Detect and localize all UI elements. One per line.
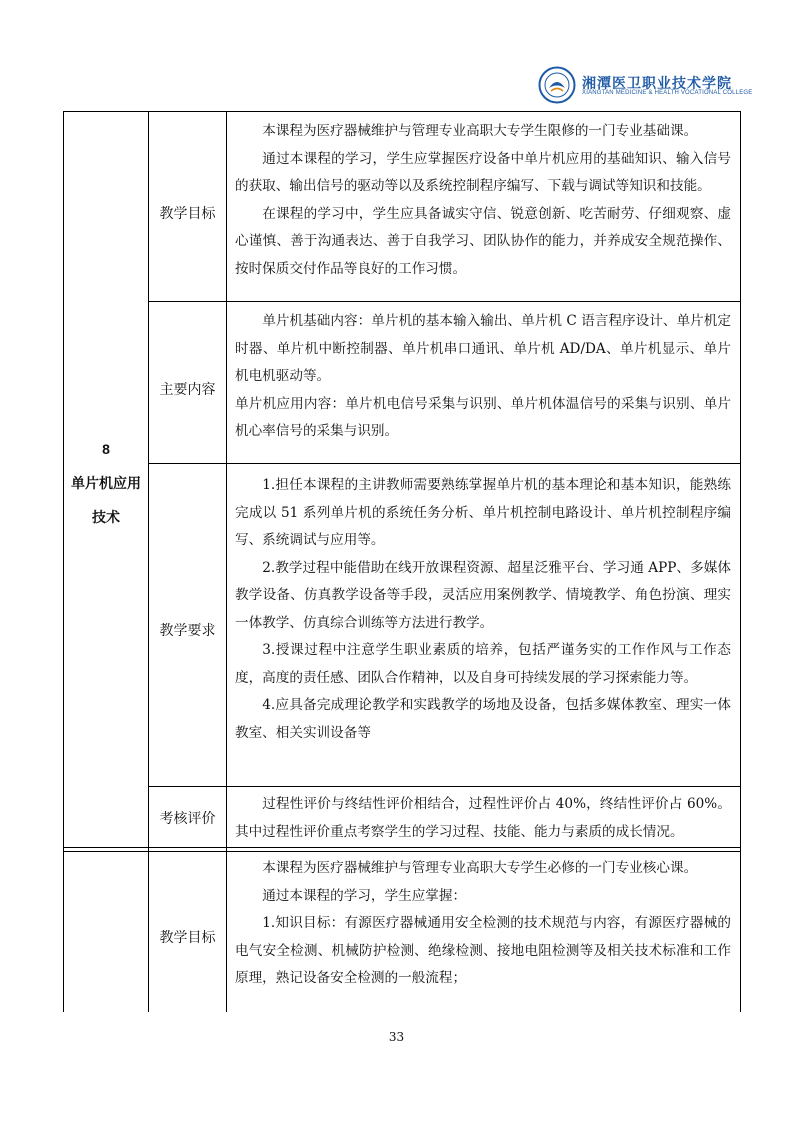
paragraph: 通过本课程的学习，学生应掌握： xyxy=(262,887,467,904)
college-emblem-icon xyxy=(538,66,576,104)
course-divider xyxy=(64,847,740,852)
paragraph: 1.担任本课程的主讲教师需要熟练掌握单片机的基本理论和基本知识，能熟练完成以 51 系列单片机的系统任务分析、单片机控制电路设计、单片机控制程序编写、系统调试与应用等。 xyxy=(235,477,731,548)
page-number: 33 xyxy=(388,1030,405,1044)
content-label: 主要内容 xyxy=(159,381,216,397)
course9-objectives-text xyxy=(235,855,731,993)
row-divider xyxy=(148,786,740,787)
paragraph: 单片机应用内容：单片机电信号采集与识别、单片机体温信号的采集与识别、单片机心率信号的采集与识别。 xyxy=(235,395,731,439)
paragraph: 本课程为医疗器械维护与管理专业高职大专学生必修的一门专业核心课。 xyxy=(262,860,698,876)
content-text xyxy=(235,308,731,446)
assessment-text xyxy=(235,791,731,846)
requirements-text xyxy=(235,472,731,747)
paragraph: 过程性评价与终结性评价相结合，过程性评价占 40%，终结性评价占 60%。其中过程性评价重点考察学生的学习过程、技能、能力与素质的成长情况。 xyxy=(235,796,731,840)
college-name: 湘潭医卫职业技术学院 xyxy=(582,76,732,92)
college-name-english: XIANGTAN MEDICINE & HEALTH VOCATIONAL COLLEGE xyxy=(582,90,753,96)
paragraph: 2.教学过程中能借助在线开放课程资源、超星泛雅平台、学习通 APP、多媒体教学设备、仿真教学设备等手段，灵活应用案例教学、情境教学、角色扮演、理实一体教学、仿真综合训练等方法进行教学。 xyxy=(235,559,731,631)
requirements-label: 教学要求 xyxy=(159,622,216,638)
course-name-line1: 单片机应用 xyxy=(71,475,141,491)
college-logo xyxy=(538,66,753,106)
paragraph: 4.应具备完成理论教学和实践教学的场地及设备，包括多媒体教室、理实一体教室、相关实训设备等 xyxy=(235,697,731,741)
paragraph: 1.知识目标：有源医疗器械通用安全检测的技术规范与内容，有源医疗器械的电气安全检测、机械防护检测、绝缘检测、接地电阻检测等及相关技术标准和工作原理，熟记设备安全检测的一般流程； xyxy=(235,915,731,986)
curriculum-table xyxy=(63,111,741,1012)
objectives-text xyxy=(235,118,731,283)
objectives-label: 教学目标 xyxy=(159,205,216,221)
paragraph: 本课程为医疗器械维护与管理专业高职大专学生限修的一门专业基础课。 xyxy=(262,123,698,139)
paragraph: 3.授课过程中注意学生职业素质的培养，包括严谨务实的工作作风与工作态度，高度的责任感、团队合作精神，以及自身可持续发展的学习探索能力等。 xyxy=(235,642,731,686)
course9-objectives-label: 教学目标 xyxy=(159,929,216,945)
assessment-label: 考核评价 xyxy=(159,810,216,826)
paragraph: 单片机基础内容：单片机的基本输入输出、单片机 C 语言程序设计、单片机定时器、单片机中断控制器、单片机串口通讯、单片机 AD/DA、单片机显示、单片机电机驱动等。 xyxy=(235,313,731,384)
table-divider xyxy=(226,112,227,1012)
row-divider xyxy=(148,463,740,464)
table-divider xyxy=(148,112,149,1012)
course-name-line2: 技术 xyxy=(92,509,120,525)
row-divider xyxy=(148,301,740,302)
course-number: 8 xyxy=(102,441,110,457)
paragraph: 在课程的学习中，学生应具备诚实守信、锐意创新、吃苦耐劳、仔细观察、虚心谨慎、善于沟通表达、善于自我学习、团队协作的能力，并养成安全规范操作、按时保质交付作品等良好的工作习惯。 xyxy=(235,205,731,277)
paragraph: 通过本课程的学习，学生应掌握医疗设备中单片机应用的基础知识、输入信号的获取、输出信号的驱动等以及系统控制程序编写、下载与调试等知识和技能。 xyxy=(235,150,731,194)
